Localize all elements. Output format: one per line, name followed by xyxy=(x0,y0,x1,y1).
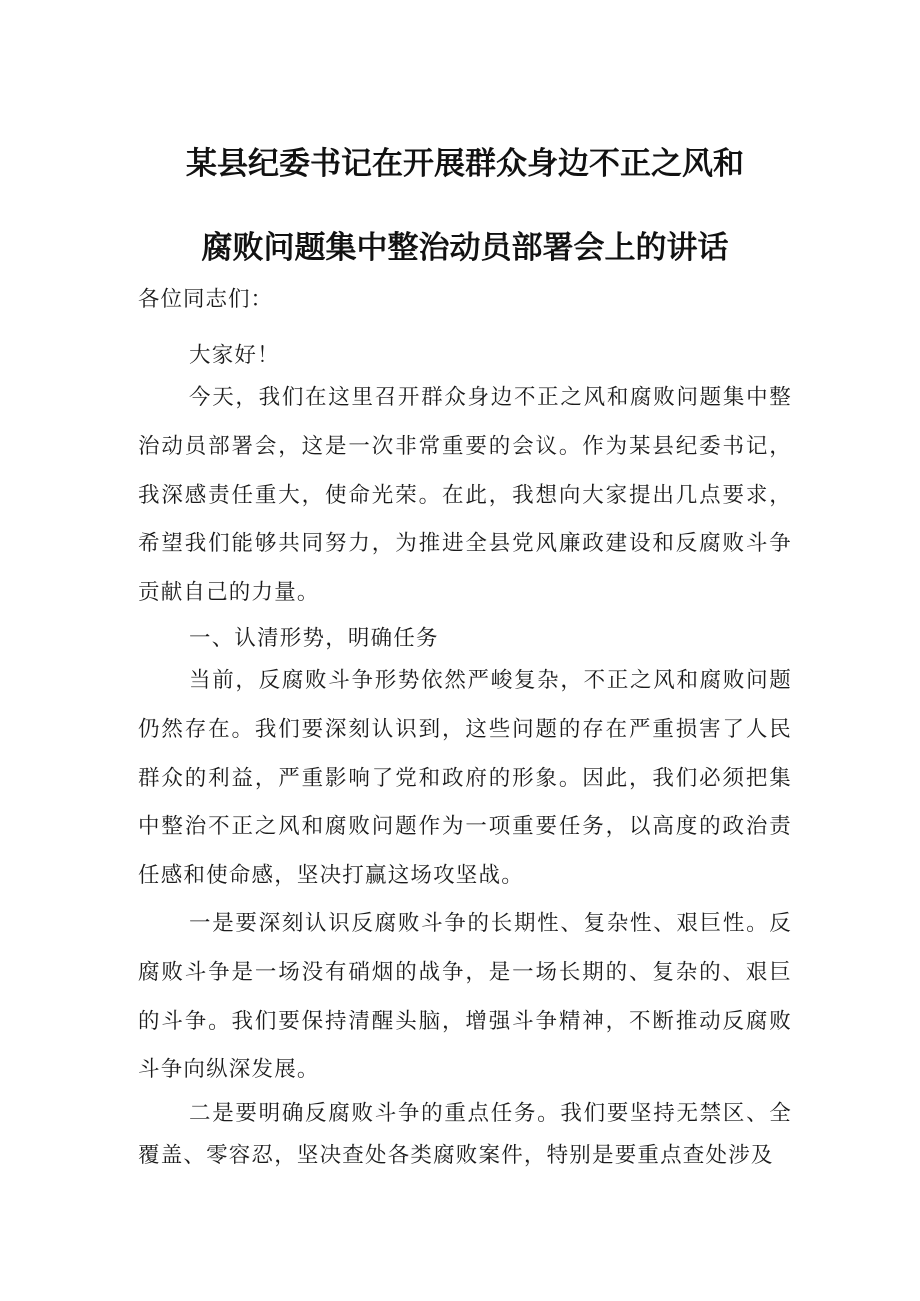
paragraph-point-one: 一是要深刻认识反腐败斗争的长期性、复杂性、艰巨性。反腐败斗争是一场没有硝烟的战争，是一场长期的、复杂的、艰巨的斗争。我们要保持清醒头脑，增强斗争精神，不断推动反腐败斗争向纵深发展。 xyxy=(138,911,792,1083)
document-title-line-1: 某县纪委书记在开展群众身边不正之风和 xyxy=(186,146,744,182)
salutation: 各位同志们： xyxy=(138,287,274,312)
paragraph-greeting: 大家好！ xyxy=(189,343,280,368)
section-heading-1: 一、认清形势，明确任务 xyxy=(189,626,439,651)
document-title-line-2: 腐败问题集中整治动员部署会上的讲话 xyxy=(201,230,729,266)
paragraph-intro: 今天，我们在这里召开群众身边不正之风和腐败问题集中整治动员部署会，这是一次非常重要的会议。作为某县纪委书记，我深感责任重大，使命光荣。在此，我想向大家提出几点要求，希望我们能够共同努力，为推进全县党风廉政建设和反腐败斗争贡献自己的力量。 xyxy=(138,385,792,606)
paragraph-point-two: 二是要明确反腐败斗争的重点任务。我们要坚持无禁区、全覆盖、零容忍，坚决查处各类腐败案件，特别是要重点查处涉及 xyxy=(138,1101,792,1168)
paragraph-situation: 当前，反腐败斗争形势依然严峻复杂，不正之风和腐败问题仍然存在。我们要深刻认识到，这些问题的存在严重损害了人民群众的利益，严重影响了党和政府的形象。因此，我们必须把集中整治不正之风和腐败问题作为一项重要任务，以高度的政治责任感和使命感，坚决打赢这场攻坚战。 xyxy=(138,668,792,889)
